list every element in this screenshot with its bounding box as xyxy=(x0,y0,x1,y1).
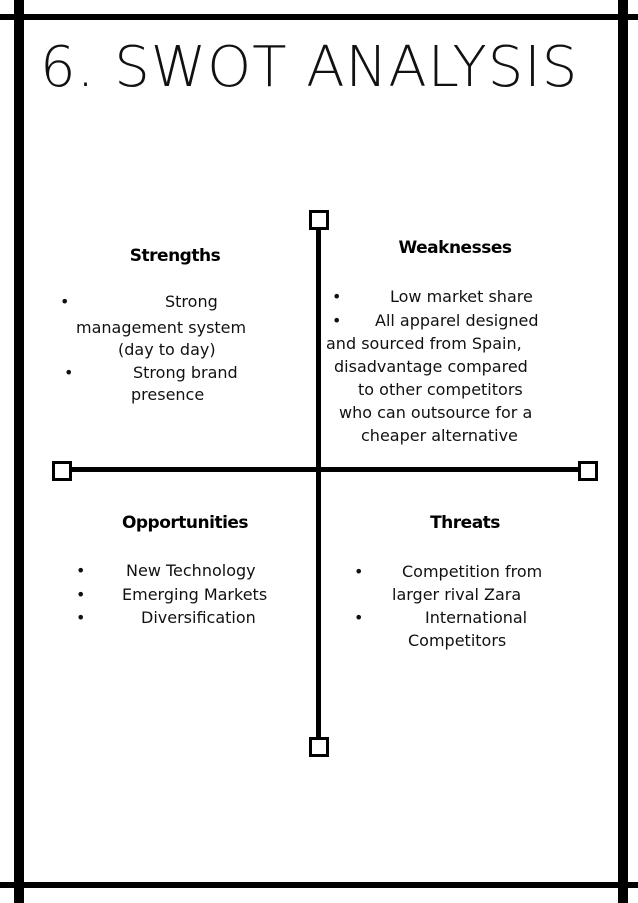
threats-line: larger rival Zara xyxy=(392,585,522,604)
axis-node-left xyxy=(52,461,72,481)
opportunities-line: Diversification xyxy=(141,608,256,627)
axis-node-top xyxy=(309,210,329,230)
weaknesses-line: disadvantage compared xyxy=(334,357,528,376)
opportunities-bullet: • xyxy=(76,561,86,580)
opportunities-bullet: • xyxy=(76,585,86,604)
strengths-bullet: • xyxy=(64,363,74,382)
opportunities-bullet: • xyxy=(76,608,86,627)
threats-line: Competitors xyxy=(408,631,507,650)
opportunities-line: New Technology xyxy=(126,561,256,580)
weaknesses-line: who can outsource for a xyxy=(339,403,533,422)
frame-left-border xyxy=(14,0,24,903)
axis-node-bottom xyxy=(309,737,329,757)
threats-bullet: • xyxy=(354,608,364,627)
weaknesses-heading: Weaknesses xyxy=(398,238,512,258)
weaknesses-line: Low market share xyxy=(390,287,533,306)
strengths-line: presence xyxy=(131,385,205,404)
weaknesses-line: and sourced from Spain, xyxy=(326,334,522,353)
threats-bullet: • xyxy=(354,562,364,581)
threats-line: International xyxy=(425,608,528,627)
threats-line: Competition from xyxy=(402,562,543,581)
weaknesses-line: to other competitors xyxy=(358,380,523,399)
weaknesses-line: All apparel designed xyxy=(375,311,539,330)
weaknesses-bullet: • xyxy=(332,311,342,330)
opportunities-line: Emerging Markets xyxy=(122,585,268,604)
vertical-axis xyxy=(316,228,321,738)
threats-heading: Threats xyxy=(430,513,500,533)
strengths-line: Strong xyxy=(165,292,218,311)
weaknesses-bullet: • xyxy=(332,287,342,306)
page-title: 6. SWOT ANALYSIS xyxy=(40,35,579,100)
strengths-bullet: • xyxy=(60,292,70,311)
opportunities-heading: Opportunities xyxy=(121,513,249,533)
horizontal-axis xyxy=(70,467,580,472)
strengths-line: Strong brand xyxy=(133,363,238,382)
frame-right-border xyxy=(618,0,628,903)
strengths-line: management system xyxy=(76,318,247,337)
strengths-heading: Strengths xyxy=(129,246,221,266)
weaknesses-line: cheaper alternative xyxy=(361,426,518,445)
frame-top-border xyxy=(0,14,638,20)
strengths-line: (day to day) xyxy=(118,340,216,359)
axis-node-right xyxy=(578,461,598,481)
frame-bottom-border xyxy=(0,882,638,888)
